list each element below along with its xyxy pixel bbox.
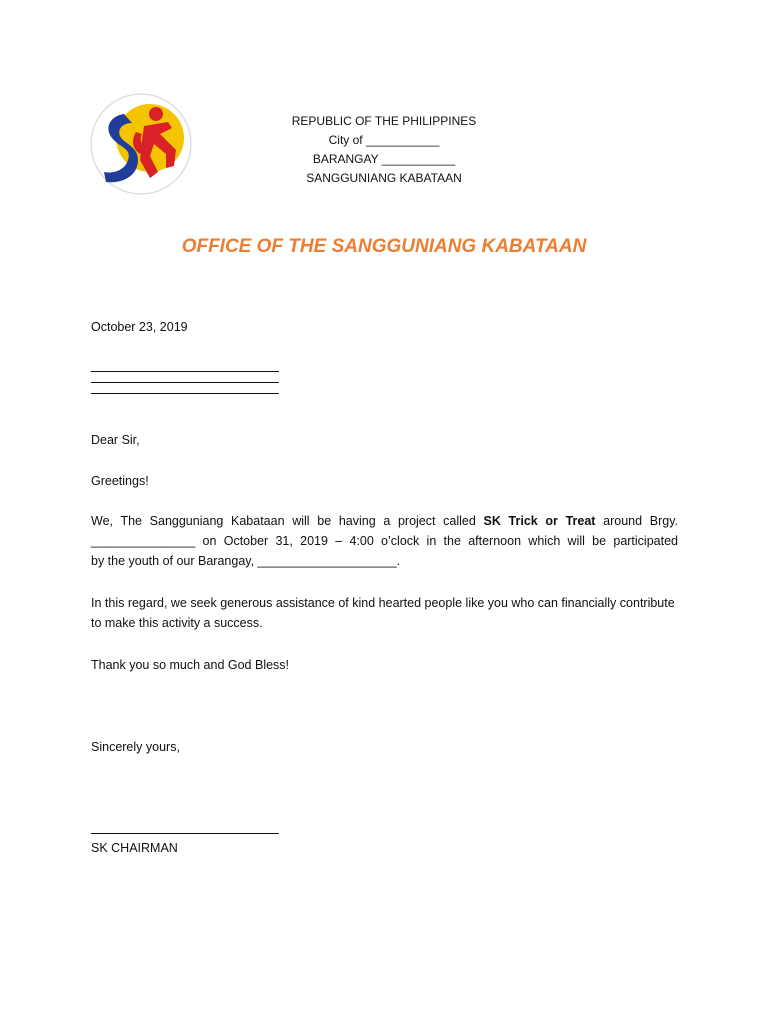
sk-logo-icon [90, 92, 192, 196]
republic-line: REPUBLIC OF THE PHILIPPINES [291, 114, 477, 128]
office-title: OFFICE OF THE SANGGUNIANG KABATAAN [181, 236, 587, 257]
salutation: Dear Sir, [91, 433, 140, 447]
letter-date: October 23, 2019 [91, 320, 188, 334]
greetings: Greetings! [91, 474, 149, 488]
city-line: City of ___________ [328, 133, 440, 147]
recipient-line [91, 374, 279, 394]
recipient-blank-lines [91, 352, 678, 394]
council-line: SANGGUNIANG KABATAAN [306, 171, 462, 185]
paragraph-line [91, 511, 678, 531]
paragraph-text: around Brgy. [595, 514, 678, 528]
letterhead [234, 112, 534, 188]
paragraph-text: We, The Sangguniang Kabataan will be having a project called [91, 514, 484, 528]
thanks-line: Thank you so much and God Bless! [91, 658, 290, 672]
assistance-paragraph: In this regard, we seek generous assistance of kind hearted people like you who can financially contribute to make this activity a success. [91, 596, 675, 630]
signatory-title: SK CHAIRMAN [91, 841, 178, 855]
closing: Sincerely yours, [91, 740, 180, 754]
paragraph-line: _______________ on October 31, 2019 – 4:00 o’clock in the afternoon which will be participated [91, 534, 678, 548]
signature-line [91, 817, 279, 834]
project-name: SK Trick or Treat [483, 514, 596, 528]
barangay-line: BARANGAY ___________ [312, 152, 456, 166]
project-paragraph [91, 511, 678, 571]
paragraph-line: by the youth of our Barangay, ____________________. [91, 554, 401, 568]
